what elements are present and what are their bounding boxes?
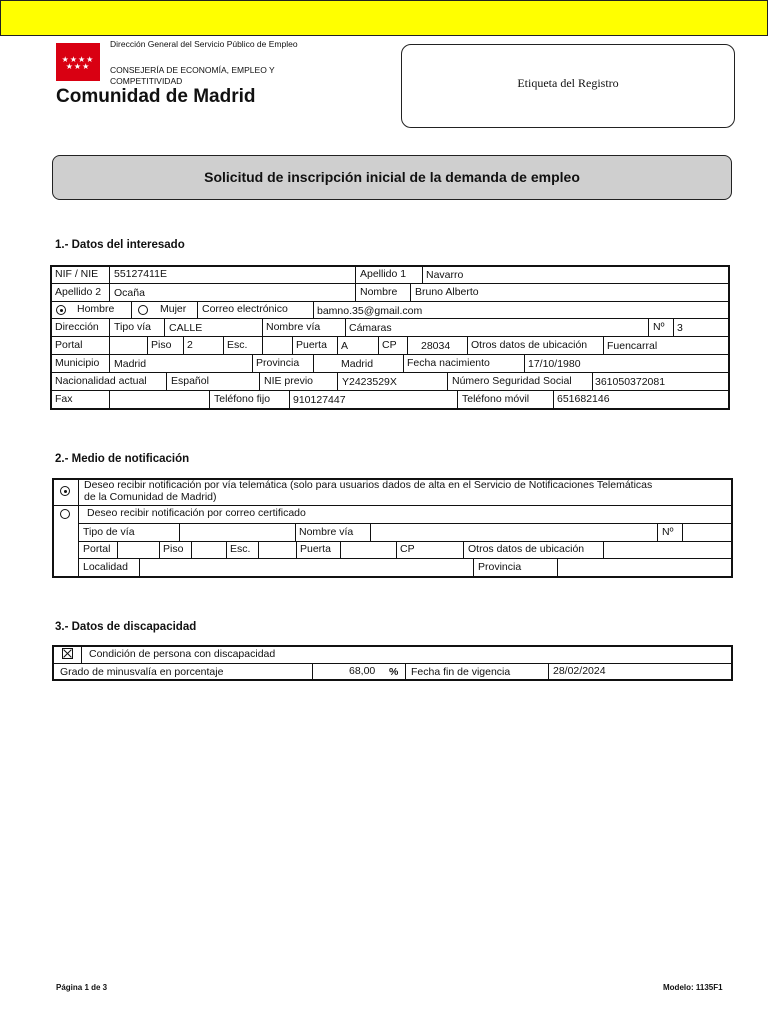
cp-label: CP — [382, 339, 397, 351]
mujer-label: Mujer — [160, 303, 187, 315]
nombre-field[interactable]: Bruno Alberto — [415, 286, 479, 298]
fecha-nacimiento-field[interactable]: 17/10/1980 — [528, 358, 581, 370]
telematica-radio[interactable] — [60, 486, 70, 496]
nss-label: Número Seguridad Social — [452, 375, 572, 387]
nacionalidad-field[interactable]: Español — [171, 375, 209, 387]
discapacidad-checkbox[interactable] — [62, 648, 73, 659]
registry-label: Etiqueta del Registro — [517, 76, 619, 90]
mujer-radio[interactable] — [138, 305, 148, 315]
esc-label: Esc. — [227, 339, 248, 351]
hombre-label: Hombre — [77, 303, 115, 315]
section3-heading: 3.- Datos de discapacidad — [55, 621, 197, 633]
notif-puerta-label: Puerta — [300, 543, 331, 555]
grado-label: Grado de minusvalía en porcentaje — [60, 666, 224, 678]
direccion-label: Dirección — [55, 321, 99, 333]
section2-heading: 2.- Medio de notificación — [55, 453, 190, 465]
apellido2-field[interactable]: Ocaña — [114, 287, 145, 299]
fecha-fin-field[interactable]: 28/02/2024 — [553, 665, 606, 677]
otros-ubicacion-label: Otros datos de ubicación — [471, 339, 588, 351]
nif-field[interactable]: 55127411E — [114, 268, 167, 280]
notif-piso-label: Piso — [163, 543, 184, 555]
tipo-via-field[interactable]: CALLE — [169, 322, 203, 334]
grado-field[interactable]: 68,00 — [349, 665, 376, 677]
telematica-label-line1: Deseo recibir notificación por vía telemática (solo para usuarios dados de alta en el Servicio de Notificaciones Telemáticas — [84, 479, 653, 491]
telefono-movil-label: Teléfono móvil — [462, 393, 530, 405]
email-field[interactable]: bamno.35@gmail.com — [317, 305, 423, 317]
municipio-label: Municipio — [55, 357, 100, 369]
email-label: Correo electrónico — [202, 303, 288, 315]
notif-numero-label: Nº — [662, 526, 674, 538]
piso-label: Piso — [151, 339, 172, 351]
form-title-box — [52, 155, 732, 200]
telefono-fijo-label: Teléfono fijo — [214, 393, 271, 405]
page-number: Página 1 de 3 — [56, 983, 108, 992]
puerta-label: Puerta — [296, 339, 327, 351]
section1-heading: 1.- Datos del interesado — [55, 239, 185, 251]
telefono-movil-field[interactable]: 651682146 — [557, 393, 610, 405]
nacionalidad-label: Nacionalidad actual — [55, 375, 147, 387]
telefono-fijo-field[interactable]: 910127447 — [293, 394, 346, 406]
notif-localidad-label: Localidad — [83, 561, 128, 573]
registry-label-box — [401, 44, 735, 128]
otros-ubicacion-field[interactable]: Fuencarral — [607, 340, 658, 352]
top-highlight-bar — [0, 0, 768, 36]
region-name: Comunidad de Madrid — [56, 86, 256, 107]
percent-sign: % — [389, 666, 399, 678]
nss-field[interactable]: 361050372081 — [595, 376, 666, 388]
notif-provincia-label: Provincia — [478, 561, 522, 573]
org-consejeria: CONSEJERÍA DE ECONOMÍA, EMPLEO Y COMPETITIVIDAD — [110, 65, 275, 86]
form-title: Solicitud de inscripción inicial de la demanda de empleo — [204, 169, 580, 185]
notif-portal-label: Portal — [83, 543, 111, 555]
provincia-label: Provincia — [256, 357, 300, 369]
nif-label: NIF / NIE — [55, 268, 99, 280]
apellido1-label: Apellido 1 — [360, 268, 407, 280]
comunidad-madrid-logo — [56, 43, 100, 81]
fax-label: Fax — [55, 393, 73, 405]
apellido2-label: Apellido 2 — [55, 286, 102, 298]
hombre-radio[interactable] — [56, 305, 66, 315]
piso-field[interactable]: 2 — [187, 339, 193, 351]
discapacidad-label: Condición de persona con discapacidad — [89, 648, 276, 660]
tipo-via-label: Tipo vía — [114, 321, 151, 333]
correo-certificado-radio[interactable] — [60, 509, 70, 519]
notif-tipo-via-label: Tipo de vía — [83, 526, 135, 538]
apellido1-field[interactable]: Navarro — [426, 269, 464, 281]
org-direccion-general: Dirección General del Servicio Público de Empleo — [110, 39, 298, 49]
notif-nombre-via-label: Nombre vía — [299, 526, 354, 538]
nombre-label: Nombre — [360, 286, 398, 298]
logo-stars: ★★★★ ★★★ — [61, 55, 95, 71]
fecha-nacimiento-label: Fecha nacimiento — [407, 357, 490, 369]
numero-label: Nº — [653, 321, 665, 333]
puerta-field[interactable]: A — [341, 340, 349, 352]
provincia-field[interactable]: Madrid — [341, 358, 374, 370]
correo-certificado-label: Deseo recibir notificación por correo certificado — [87, 507, 306, 519]
nie-previo-field[interactable]: Y2423529X — [342, 376, 397, 388]
model-number: Modelo: 1135F1 — [663, 983, 723, 992]
notif-esc-label: Esc. — [230, 543, 251, 555]
nombre-via-label: Nombre vía — [266, 321, 321, 333]
portal-label: Portal — [55, 339, 83, 351]
notif-otros-label: Otros datos de ubicación — [468, 543, 585, 555]
notif-cp-label: CP — [400, 543, 415, 555]
nombre-via-field[interactable]: Cámaras — [349, 322, 392, 334]
cp-field[interactable]: 28034 — [421, 340, 451, 352]
nie-previo-label: NIE previo — [264, 375, 314, 387]
fecha-fin-label: Fecha fin de vigencia — [411, 666, 511, 678]
numero-field[interactable]: 3 — [677, 322, 683, 334]
telematica-label-line2: de la Comunidad de Madrid) — [84, 491, 217, 503]
municipio-field[interactable]: Madrid — [114, 358, 147, 370]
